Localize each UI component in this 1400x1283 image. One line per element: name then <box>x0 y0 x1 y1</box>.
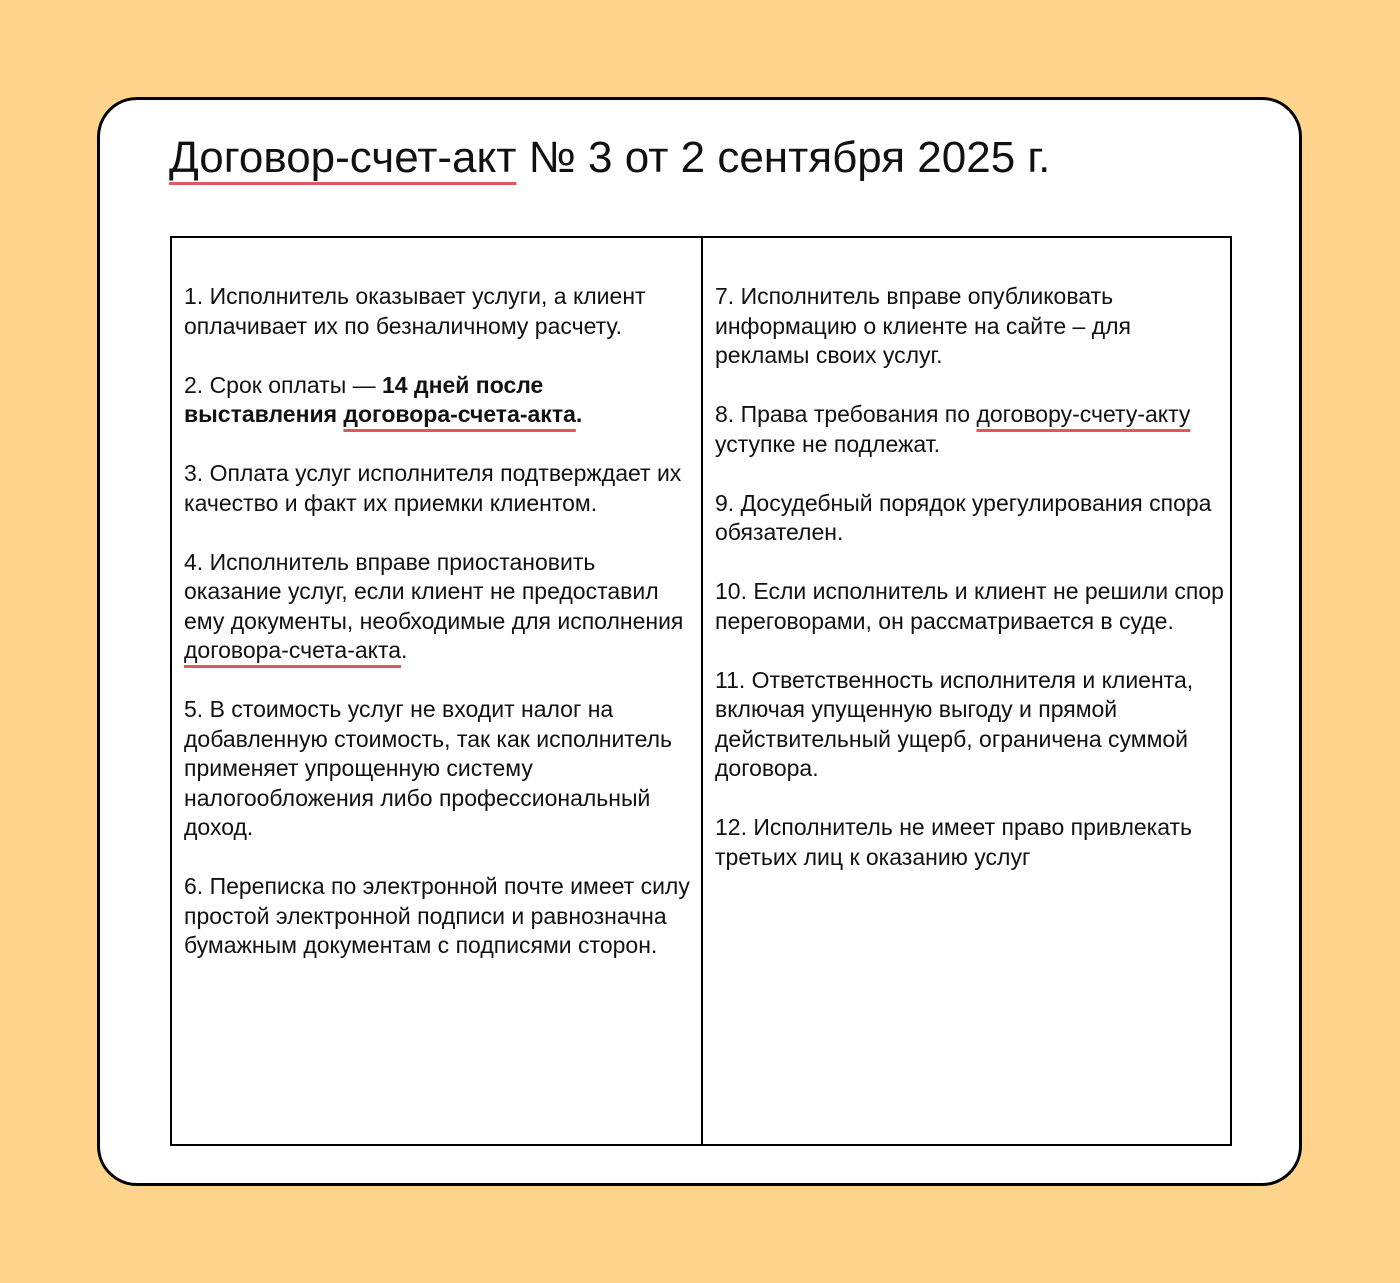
title-rest: № 3 от 2 сентября 2025 г. <box>516 133 1051 182</box>
terms-column-right <box>701 238 1230 1144</box>
term-item <box>184 371 696 430</box>
term-item: 1. Исполнитель оказывает услуги, а клиент оплачивает их по безналичному расчету. <box>184 283 646 339</box>
term-text: уступке не подлежат. <box>715 430 941 457</box>
term-underlined-term: договору-счету-акту <box>976 401 1191 427</box>
document-title <box>169 130 1050 186</box>
term-underlined-term: договора-счета-акта <box>184 637 402 663</box>
term-item <box>715 400 1227 459</box>
term-bold-text: 14 дней после выставления <box>184 371 544 427</box>
term-text: 8. Права требования по <box>715 401 977 427</box>
term-text: 2. Срок оплаты — <box>184 371 383 398</box>
term-underlined-term: договора-счета-акта <box>343 401 576 427</box>
term-item: 11. Ответственность исполнителя и клиента, включая упущенную выгоду и прямой действительный ущерб, ограничена суммой договора. <box>715 666 1194 781</box>
document-card <box>97 97 1302 1186</box>
term-text: . <box>401 637 408 663</box>
term-item: 9. Досудебный порядок урегулирования спора обязателен. <box>715 489 1212 545</box>
term-item <box>184 548 696 666</box>
terms-column-left <box>172 238 701 1144</box>
term-text: 4. Исполнитель вправе приостановить оказание услуг, если клиент не предоставил ему документы, необходимые для исполнения <box>184 548 684 634</box>
term-item: 5. В стоимость услуг не входит налог на добавленную стоимость, так как исполнитель применяет упрощенную систему налогообложения либо профессиональный доход. <box>184 696 673 840</box>
term-text: . <box>575 401 583 427</box>
term-item: 7. Исполнитель вправе опубликовать информацию о клиенте на сайте – для рекламы своих услуг. <box>715 283 1131 368</box>
term-item: 10. Если исполнитель и клиент не решили спор переговорами, он рассматривается в суде. <box>715 578 1224 634</box>
terms-table <box>170 236 1232 1146</box>
term-item: 12. Исполнитель не имеет право привлекать третьих лиц к оказанию услуг <box>715 814 1193 870</box>
title-underlined-term: Договор-счет-акт <box>169 133 517 182</box>
term-item: 3. Оплата услуг исполнителя подтверждает их качество и факт их приемки клиентом. <box>184 460 682 516</box>
term-item: 6. Переписка по электронной почте имеет силу простой электронной подписи и равнозначна бумажным документам с подписями сторон. <box>184 873 690 958</box>
